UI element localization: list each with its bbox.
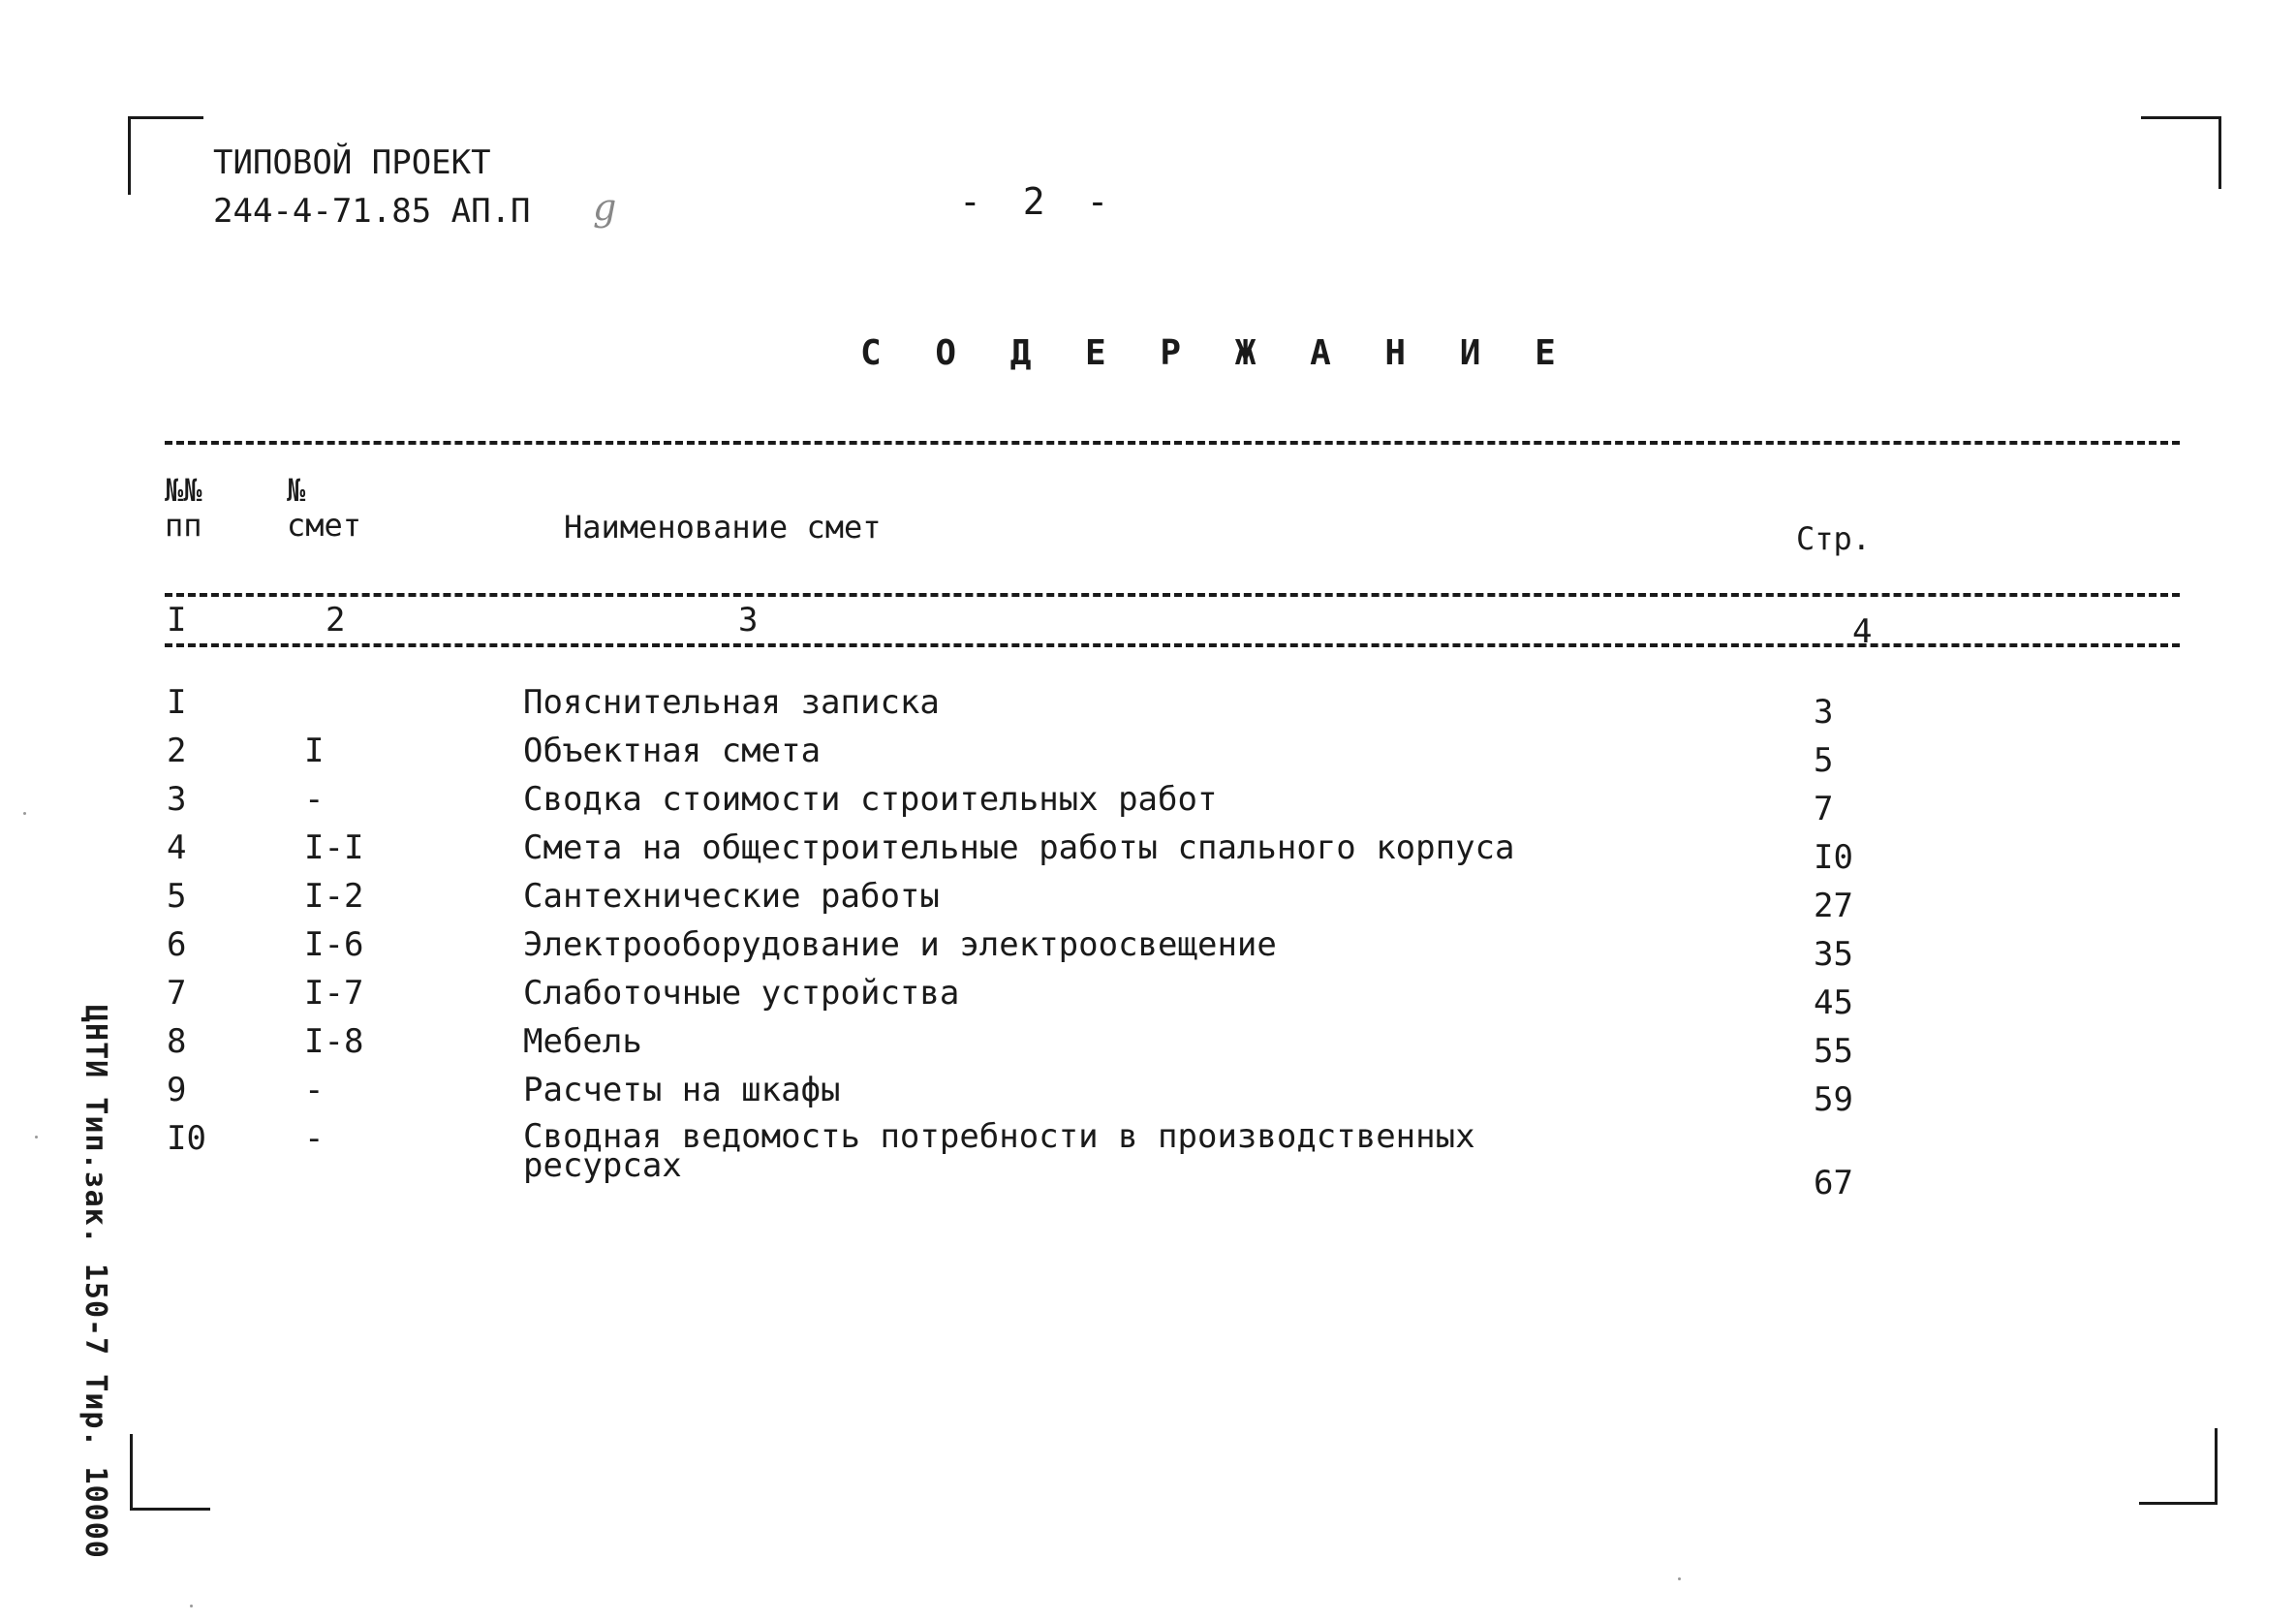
corner-mark-bottom-right [2139,1428,2218,1505]
column-header-estimate-number [287,473,403,543]
page-ref: 35 [1814,935,1853,974]
project-code: 244-4-71.85 АП.П [213,192,531,231]
column-header-estimate-name: Наименование смет [564,509,882,546]
column-number-2: 2 [326,601,346,639]
row-number: I [167,683,187,722]
estimate-name: Расчеты на шкафы [523,1071,841,1109]
page-ref: 3 [1814,693,1834,732]
estimate-name: Сводка стоимости строительных работ [523,780,1218,819]
page-number: - 2 - [959,180,1119,223]
estimate-name: Сводная ведомость потребности в производственных ресурсах [523,1117,1475,1185]
scan-speck [190,1605,193,1607]
estimate-number: I-7 [304,974,364,1013]
table-header-divider [165,593,2180,597]
scan-speck [1678,1577,1681,1580]
estimate-number: - [304,1071,325,1109]
scan-speck [35,1136,38,1139]
column-number-1: I [167,601,187,639]
page-ref: 67 [1814,1164,1853,1202]
estimate-name: Мебель [523,1022,642,1061]
corner-mark-top-left [128,116,203,195]
project-type-label: ТИПОВОЙ ПРОЕКТ [213,143,491,182]
column-header-row-number [165,473,242,543]
estimate-number: I [304,732,325,770]
estimate-name: Пояснительная записка [523,683,940,722]
row-number: 9 [167,1071,187,1109]
page-ref: I0 [1814,838,1853,877]
column-number-3: 3 [738,601,759,639]
column-number-4: 4 [1852,612,1873,651]
column-header-estimate-number-line2: смет [287,507,362,544]
estimate-name: Слаботочные устройства [523,974,960,1013]
estimate-name: Смета на общестроительные работы спального корпуса [523,828,1515,867]
estimate-number: - [304,780,325,819]
page-ref: 59 [1814,1080,1853,1119]
table-top-divider [165,441,2180,445]
corner-mark-top-right [2141,116,2221,189]
row-number: I0 [167,1119,206,1158]
printer-stamp: ЦНТИ Тип.зак. 150-7 Тир. 10000 [78,1005,112,1559]
corner-mark-bottom-left [130,1434,210,1511]
estimate-number: - [304,1119,325,1158]
row-number: 2 [167,732,187,770]
row-number: 4 [167,828,187,867]
column-header-row-number-line2: пп [165,507,202,544]
row-number: 5 [167,877,187,916]
page-ref: 55 [1814,1032,1853,1071]
handwritten-mark: 𝑔 [593,186,617,229]
column-header-estimate-number-line1: № [287,472,306,509]
column-header-row-number-line1: №№ [165,472,202,509]
estimate-name: Электрооборудование и электроосвещение [523,925,1277,964]
estimate-name: Объектная смета [523,732,822,770]
page-ref: 27 [1814,887,1853,925]
row-number: 7 [167,974,187,1013]
estimate-number: I-I [304,828,364,867]
estimate-number: I-2 [304,877,364,916]
row-number: 3 [167,780,187,819]
table-body-divider [165,643,2180,647]
estimate-number: I-6 [304,925,364,964]
page-ref: 7 [1814,790,1834,828]
document-title: С О Д Е Р Ж А Н И Е [860,333,1572,373]
page-ref: 45 [1814,983,1853,1022]
estimate-name: Сантехнические работы [523,877,940,916]
page-ref: 5 [1814,741,1834,780]
column-header-page: Стр. [1796,520,1872,557]
row-number: 8 [167,1022,187,1061]
estimate-number: I-8 [304,1022,364,1061]
scan-speck [23,812,26,815]
row-number: 6 [167,925,187,964]
